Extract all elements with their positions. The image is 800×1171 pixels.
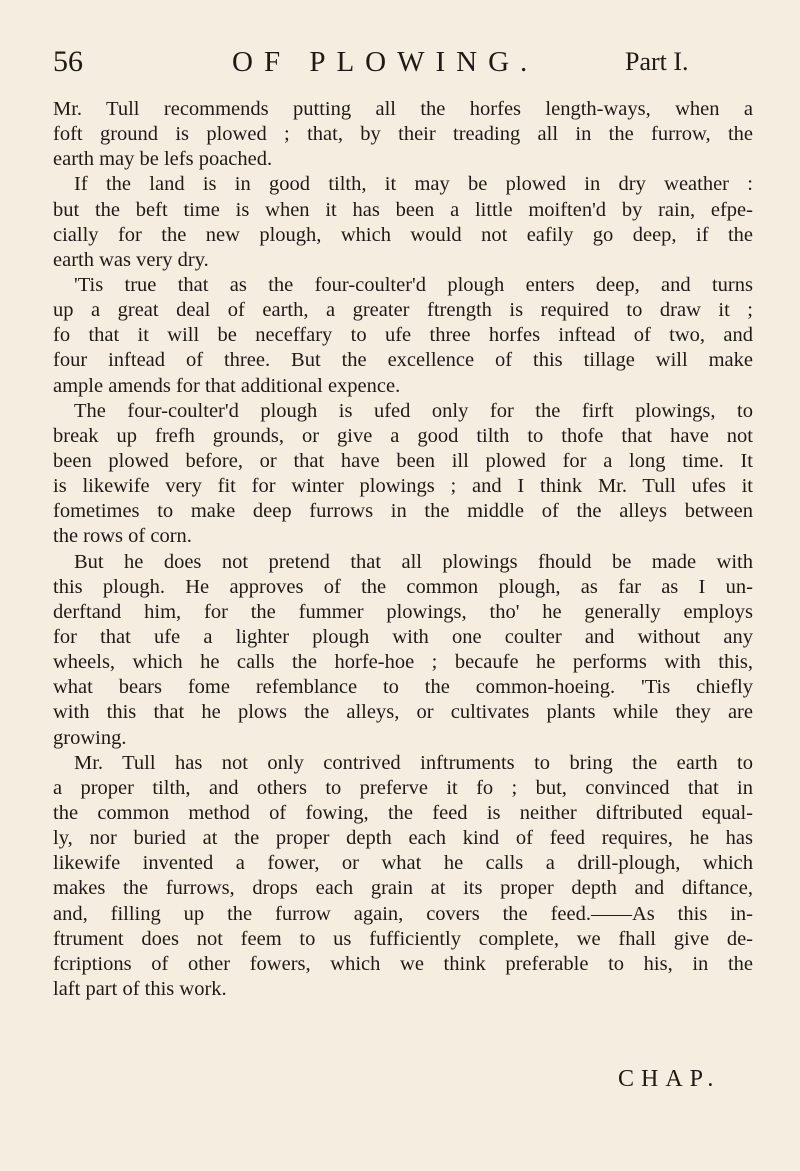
text-line: ftrument does not feem to us fufficiently complete, we fhall give de-	[53, 927, 753, 950]
text-line: laft part of this work.	[53, 977, 227, 1000]
text-line: four inftead of three. But the excellence of this tillage will make	[53, 349, 753, 372]
page-header	[0, 42, 800, 82]
text-line: for that ufe a lighter plough with one coulter and without any	[53, 625, 753, 648]
text-line: been plowed before, or that have been ill plowed for a long time. It	[53, 449, 753, 472]
text-line: derftand him, for the fummer plowings, tho' he generally employs	[53, 600, 753, 623]
page-number: 56	[53, 45, 83, 78]
text-line: makes the furrows, drops each grain at its proper depth and diftance,	[53, 877, 753, 900]
text-line: the rows of corn.	[53, 525, 192, 548]
text-line: 'Tis true that as the four-coulter'd plough enters deep, and turns	[74, 273, 753, 296]
text-line: Mr. Tull has not only contrived inftruments to bring the earth to	[74, 751, 753, 774]
text-line: earth was very dry.	[53, 248, 209, 271]
text-line: the common method of fowing, the feed is neither diftributed equal-	[53, 801, 753, 824]
text-line: a proper tilth, and others to preferve it fo ; but, convinced that in	[53, 776, 753, 799]
text-line: ample amends for that additional expence.	[53, 374, 401, 397]
text-line: foft ground is plowed ; that, by their treading all in the furrow, the	[53, 123, 753, 146]
text-line: break up frefh grounds, or give a good tilth to thofe that have not	[53, 424, 753, 447]
body-text	[53, 97, 753, 1002]
text-line: If the land is in good tilth, it may be plowed in dry weather :	[74, 173, 753, 196]
text-line: and, filling up the furrow again, covers the feed.——As this in-	[53, 902, 753, 925]
text-line: growing.	[53, 726, 127, 749]
text-line: fometimes to make deep furrows in the middle of the alleys between	[53, 500, 753, 523]
text-line: is likewife very fit for winter plowings ; and I think Mr. Tull ufes it	[53, 475, 753, 498]
text-line: wheels, which he calls the horfe-hoe ; becaufe he performs with this,	[53, 651, 753, 674]
text-line: up a great deal of earth, a greater ftrength is required to draw it ;	[53, 299, 753, 322]
text-line: with this that he plows the alleys, or cultivates plants while they are	[53, 701, 753, 724]
text-line: ly, nor buried at the proper depth each kind of feed requires, he has	[53, 827, 753, 850]
text-line: Mr. Tull recommends putting all the horfes length-ways, when a	[53, 98, 753, 120]
text-line: But he does not pretend that all plowings fhould be made with	[74, 550, 753, 573]
text-line: what bears fome refemblance to the common-hoeing. 'Tis chiefly	[53, 676, 753, 699]
text-line: likewife invented a fower, or what he calls a drill-plough, which	[53, 852, 753, 875]
text-line: earth may be lefs poached.	[53, 148, 273, 171]
part-label: Part I.	[625, 47, 689, 76]
text-line: The four-coulter'd plough is ufed only for the firft plowings, to	[74, 399, 753, 422]
text-line: fo that it will be neceffary to ufe three horfes inftead of two, and	[53, 324, 753, 347]
text-line: cially for the new plough, which would not eafily go deep, if the	[53, 223, 753, 246]
catchword: CHAP.	[618, 1066, 721, 1092]
running-title: OF PLOWING.	[232, 46, 539, 78]
text-line: but the beft time is when it has been a little moiften'd by rain, efpe-	[53, 198, 753, 221]
text-line: this plough. He approves of the common plough, as far as I un-	[53, 575, 753, 598]
text-line: fcriptions of other fowers, which we think preferable to his, in the	[53, 952, 753, 975]
